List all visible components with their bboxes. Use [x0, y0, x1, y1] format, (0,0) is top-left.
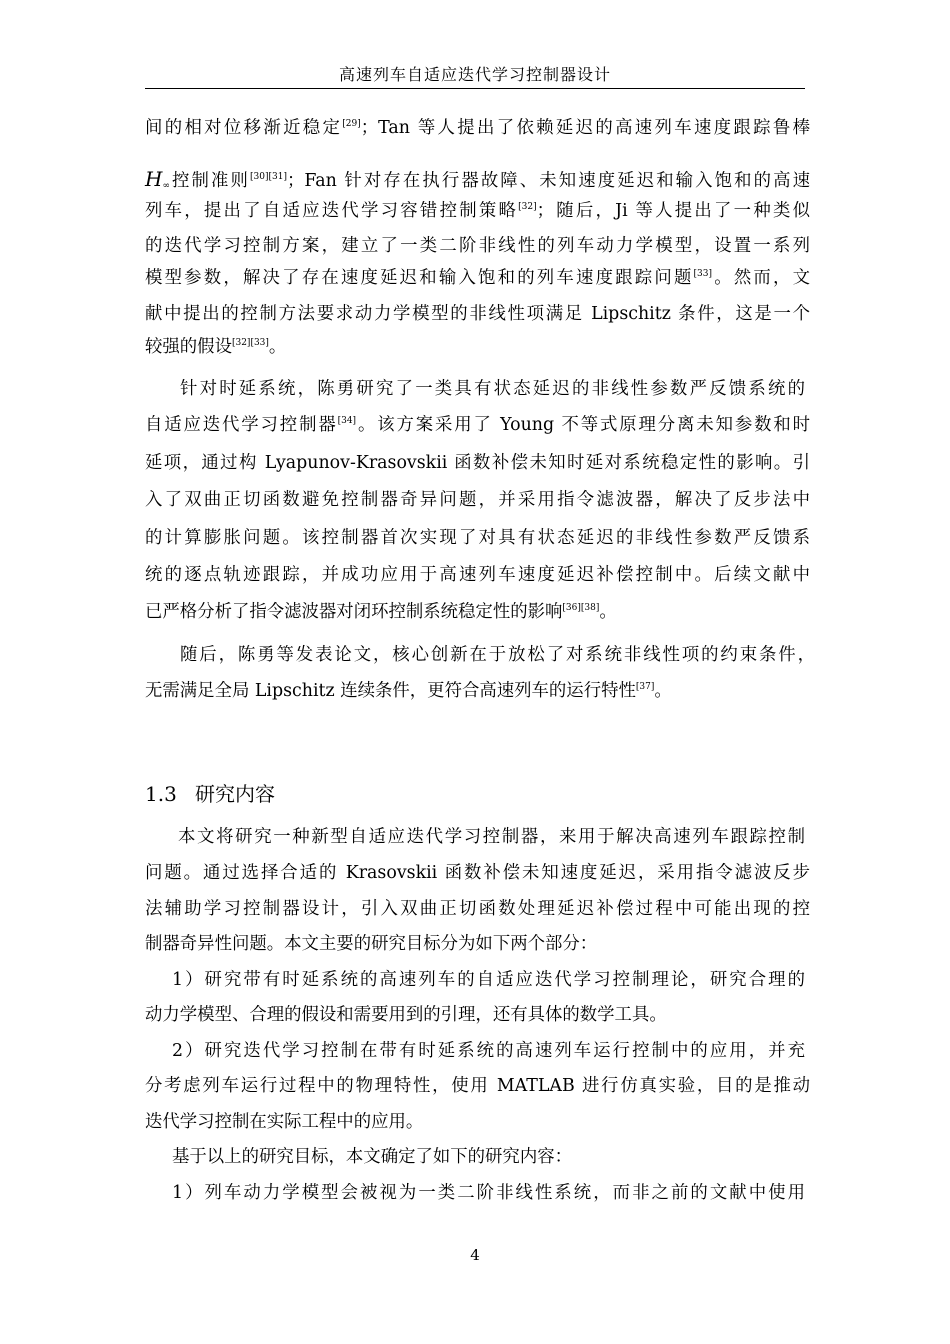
citation: [29]: [342, 119, 361, 129]
para3-line2: [145, 678, 810, 704]
citation: [32][33]: [231, 338, 269, 348]
item3-line1: 1）列车动力学模型会被视为一类二阶非线性系统，而非之前的文献中使用: [172, 1183, 805, 1203]
text: 已严格分析了指令滤波器对闭环控制系统稳定性的影响: [145, 602, 563, 622]
text: 控制准则: [169, 171, 250, 191]
infinity-subscript: ∞: [162, 181, 170, 191]
text: 。: [599, 602, 617, 622]
citation: [30][31]: [250, 172, 287, 182]
item2-line3: 迭代学习控制在实际工程中的应用。: [145, 1112, 424, 1132]
para5-line1: 基于以上的研究目标，本文确定了如下的研究内容：: [172, 1147, 572, 1167]
citation: [37]: [635, 682, 655, 692]
text: ；Tan 等人提出了依赖延迟的高速列车速度跟踪鲁棒: [360, 118, 810, 138]
para2-line2: [145, 412, 810, 438]
citation: [36][38]: [562, 603, 600, 613]
para2-line4: 入了双曲正切函数避免控制器奇异问题，并采用指令滤波器，解决了反步法中: [145, 490, 810, 510]
section-number: 1.3: [145, 782, 177, 806]
para4-line1: 本文将研究一种新型自适应迭代学习控制器，来用于解决高速列车跟踪控制: [178, 827, 805, 847]
para4-line4: 制器奇异性问题。本文主要的研究目标分为如下两个部分：: [145, 934, 598, 954]
para1-line5: [145, 265, 810, 291]
citation: [34]: [337, 416, 357, 426]
text: ；Fan 针对存在执行器故障、未知速度延迟和输入饱和的高速: [286, 171, 810, 191]
para3-line1: 随后，陈勇等发表论文，核心创新在于放松了对系统非线性项的约束条件，: [180, 645, 815, 665]
para1-line1: [145, 115, 810, 141]
text: 。然而，文: [712, 268, 810, 288]
running-header: 高速列车自适应迭代学习控制器设计: [338, 65, 611, 84]
para2-line6: 统的逐点轨迹跟踪，并成功应用于高速列车速度延迟补偿控制中。后续文献中: [145, 565, 810, 585]
text: 模型参数，解决了存在速度延迟和输入饱和的列车速度跟踪问题: [145, 268, 694, 288]
text: 较强的假设: [145, 337, 232, 357]
section-heading: [145, 780, 275, 808]
para1-line3: [145, 198, 810, 224]
para1-line7: [145, 334, 810, 360]
para2-line7: [145, 599, 810, 625]
item1-line2: 动力学模型、合理的假设和需要用到的引理，还有具体的数学工具。: [145, 1005, 667, 1025]
para2-line5: 的计算膨胀问题。该控制器首次实现了对具有状态延迟的非线性参数严反馈系: [145, 528, 810, 548]
text: 。该方案采用了 Young 不等式原理分离未知参数和时: [356, 415, 810, 435]
citation: [32]: [518, 202, 537, 212]
header-rule: [145, 88, 805, 89]
para1-line6: 献中提出的控制方法要求动力学模型的非线性项满足 Lipschitz 条件，这是一个: [145, 304, 810, 324]
h-letter: H: [145, 167, 163, 191]
item2-line1: 2）研究迭代学习控制在带有时延系统的高速列车运行控制中的应用，并充: [172, 1041, 805, 1061]
text: ；随后，Ji 等人提出了一种类似: [536, 201, 810, 221]
item1-line1: 1）研究带有时延系统的高速列车的自适应迭代学习控制理论，研究合理的: [172, 970, 805, 990]
text: 。: [268, 337, 287, 357]
para4-line3: 法辅助学习控制器设计，引入双曲正切函数处理延迟补偿过程中可能出现的控: [145, 899, 810, 919]
para2-line1: 针对时延系统，陈勇研究了一类具有状态延迟的非线性参数严反馈系统的: [180, 379, 805, 399]
para2-line3: 延项，通过构 Lyapunov-Krasovskii 函数补偿未知时延对系统稳定性的影响。引: [145, 453, 810, 473]
text: 。: [654, 681, 672, 701]
text: 列车，提出了自适应迭代学习容错控制策略: [145, 201, 519, 221]
h-infinity-symbol: [145, 167, 170, 191]
section-title: 研究内容: [195, 782, 275, 806]
text: 自适应迭代学习控制器: [145, 415, 338, 435]
para1-line4: 的迭代学习控制方案，建立了一类二阶非线性的列车动力学模型，设置一系列: [145, 236, 810, 256]
text: 间的相对位移渐近稳定: [145, 118, 343, 138]
para4-line2: 问题。通过选择合适的 Krasovskii 函数补偿未知速度延迟，采用指令滤波反步: [145, 863, 810, 883]
item2-line2: 分考虑列车运行过程中的物理特性，使用 MATLAB 进行仿真实验，目的是推动: [145, 1076, 810, 1096]
page-number: 4: [470, 1246, 480, 1264]
para1-line2: [145, 166, 810, 192]
citation: [33]: [693, 269, 713, 279]
text: 无需满足全局 Lipschitz 连续条件，更符合高速列车的运行特性: [145, 681, 636, 701]
